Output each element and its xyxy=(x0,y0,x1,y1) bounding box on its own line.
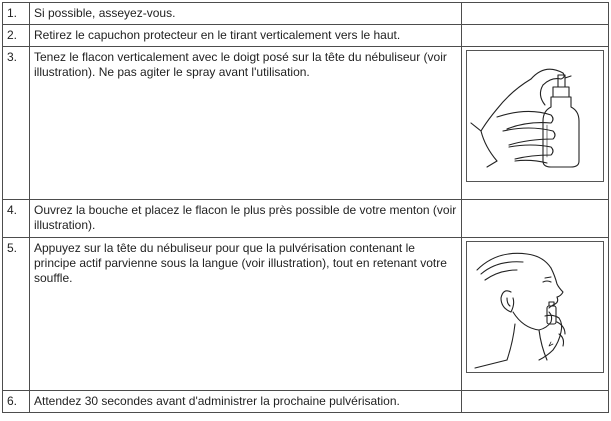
table-row xyxy=(3,47,609,200)
step-text: Tenez le flacon verticalement avec le doigt posé sur la tête du nébuliseur (voir illustration). Ne pas agiter le spray avant l'utilisation. xyxy=(30,47,462,200)
step-image-cell xyxy=(462,3,609,25)
step-image-cell xyxy=(462,25,609,47)
step-text: Appuyez sur la tête du nébuliseur pour que la pulvérisation contenant le principe actif parvienne sous la langue (voir illustration), tout en retenant votre souffle. xyxy=(30,238,462,391)
step-text: Ouvrez la bouche et placez le flacon le plus près possible de votre menton (voir illustration). xyxy=(30,200,462,238)
step-image-cell xyxy=(462,238,609,391)
step-image-cell xyxy=(462,47,609,200)
step-text: Si possible, asseyez-vous. xyxy=(30,3,462,25)
step-number: 3. xyxy=(3,47,30,200)
step-number: 4. xyxy=(3,200,30,238)
step-text: Attendez 30 secondes avant d'administrer la prochaine pulvérisation. xyxy=(30,391,462,413)
hand-holding-spray-illustration xyxy=(466,50,604,182)
table-row xyxy=(3,238,609,391)
step-number: 6. xyxy=(3,391,30,413)
step-text: Retirez le capuchon protecteur en le tirant verticalement vers le haut. xyxy=(30,25,462,47)
step-number: 2. xyxy=(3,25,30,47)
step-number: 5. xyxy=(3,238,30,391)
table-row xyxy=(3,391,609,413)
step-image-cell xyxy=(462,391,609,413)
table-row xyxy=(3,25,609,47)
table-row xyxy=(3,200,609,238)
instruction-table xyxy=(2,2,609,413)
person-spraying-under-tongue-illustration xyxy=(466,241,604,373)
step-number: 1. xyxy=(3,3,30,25)
table-row xyxy=(3,3,609,25)
step-image-cell xyxy=(462,200,609,238)
